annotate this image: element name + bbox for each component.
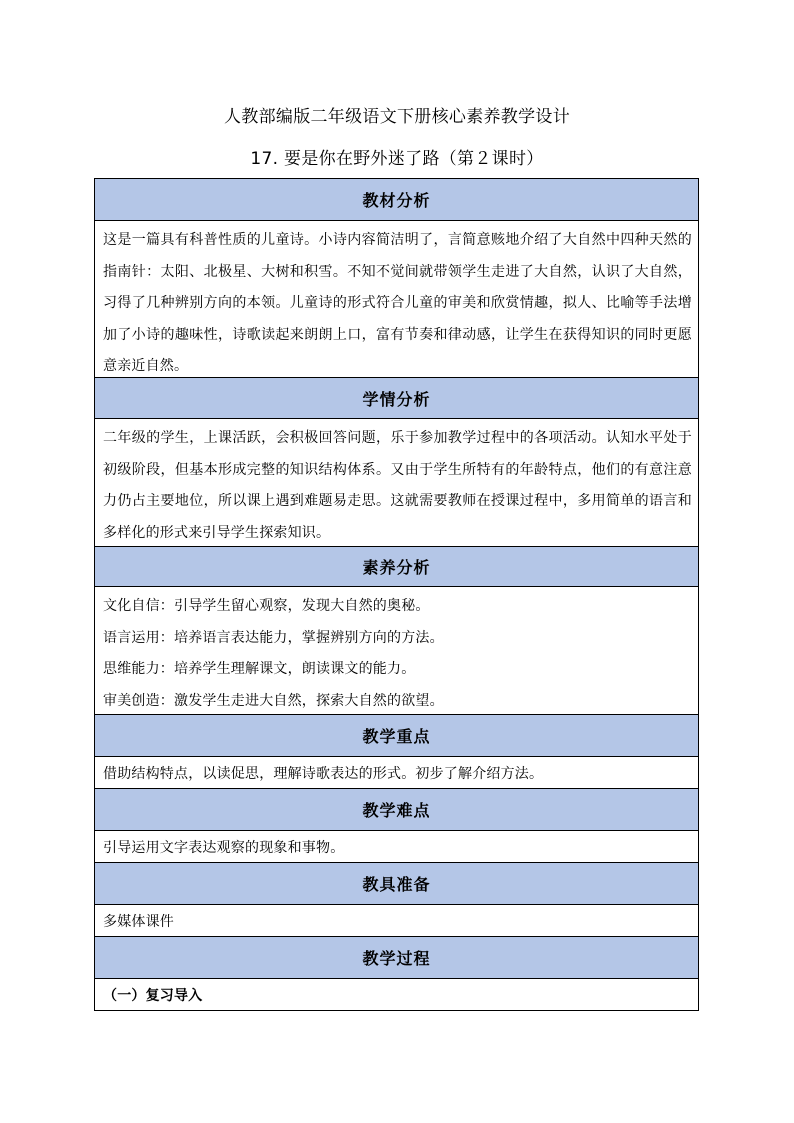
- literacy-analysis-content: [95, 587, 699, 715]
- literacy-item: 文化自信：引导学生留心观察，发现大自然的奥秘。: [103, 598, 430, 614]
- student-analysis-content: 二年级的学生，上课活跃，会积极回答问题，乐于参加教学过程中的各项活动。认知水平处于初级阶段，但基本形成完整的知识结构体系。又由于学生所特有的年龄特点，他们的有意注意力仍占主要地位，所以课上遇到难题易走思。这就需要教师在授课过程中，多用简单的语言和多样化的形式来引导学生探索知识。: [95, 419, 699, 547]
- literacy-item: 语言运用：培养语言表达能力，掌握辨别方向的方法。: [103, 629, 444, 646]
- lesson-plan-table: [94, 178, 699, 1011]
- literacy-analysis-header: 素养分析: [95, 547, 699, 587]
- literacy-item: 审美创造：激发学生走进大自然，探索大自然的欲望。: [103, 692, 444, 709]
- difficulties-header: 教学难点: [95, 789, 699, 831]
- textbook-analysis-header: 教材分析: [95, 179, 699, 221]
- document-subtitle: 17. 要是你在野外迷了路（第２课时）: [250, 149, 544, 169]
- key-points-header: 教学重点: [95, 715, 699, 757]
- materials-header: 教具准备: [95, 863, 699, 905]
- teaching-process-header: 教学过程: [95, 937, 699, 979]
- materials-content: 多媒体课件: [95, 905, 699, 937]
- process-step-review: （一）复习导入: [95, 979, 699, 1011]
- document-title: 人教部编版二年级语文下册核心素养教学设计: [224, 107, 570, 127]
- difficulties-content: 引导运用文字表达观察的现象和事物。: [95, 831, 699, 863]
- textbook-analysis-content: 这是一篇具有科普性质的儿童诗。小诗内容简洁明了，言简意赅地介绍了大自然中四种天然的指南针：太阳、北极星、大树和积雪。不知不觉间就带领学生走进了大自然，认识了大自然，习得了几种辨别方向的本领。儿童诗的形式符合儿童的审美和欣赏情趣，拟人、比喻等手法增加了小诗的趣味性，诗歌读起来朗朗上口，富有节奏和律动感，让学生在获得知识的同时更愿意亲近自然。: [95, 221, 699, 378]
- literacy-item: 思维能力：培养学生理解课文，朗读课文的能力。: [103, 661, 416, 677]
- key-points-content: 借助结构特点，以读促思，理解诗歌表达的形式。初步了解介绍方法。: [95, 757, 699, 789]
- student-analysis-header: 学情分析: [95, 378, 699, 419]
